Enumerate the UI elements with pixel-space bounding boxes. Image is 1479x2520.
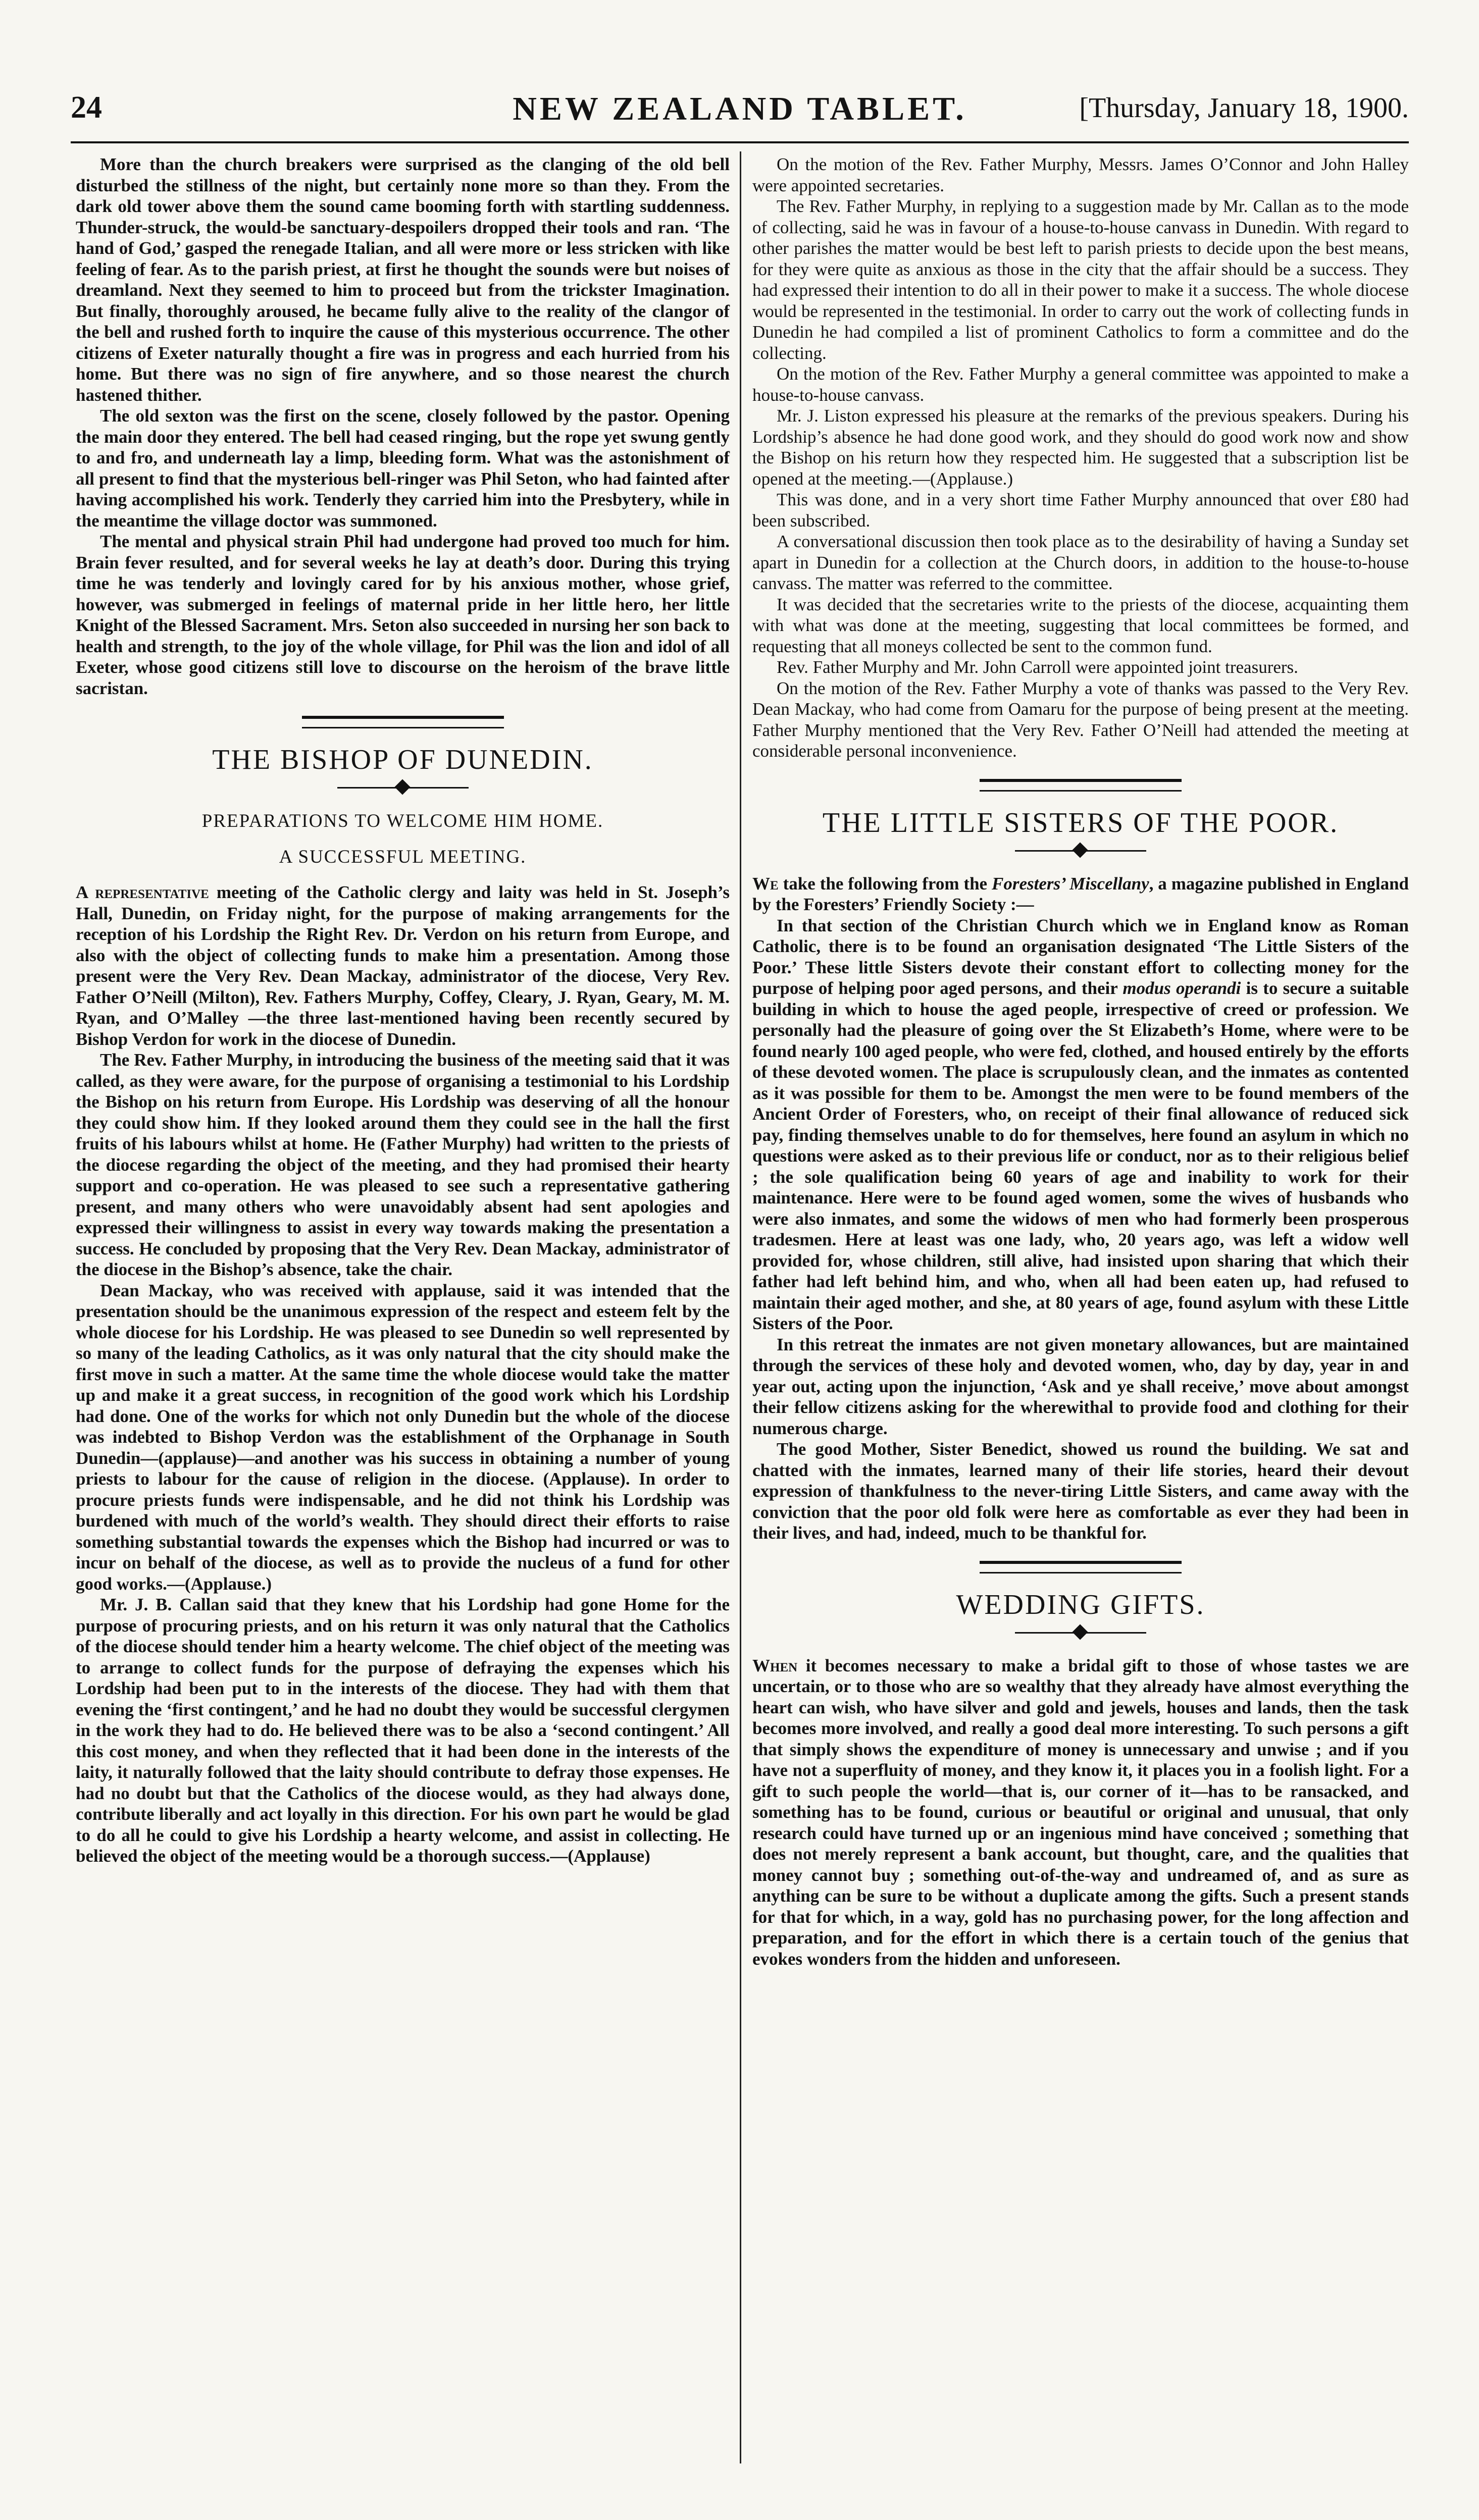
bishop-subheading-2: A SUCCESSFUL MEETING. bbox=[279, 847, 527, 867]
article-paragraph: Dean Mackay, who was received with applause, said it was intended that the presentation should be the unanimous expression of the respect and esteem felt by the whole diocese for his Lordship. He was pleased to see Dunedin so well represented by so many of the leading Catholics, as it was only natural that the city should make the first move in such a matter. At the same time the whole diocese would take the matter up and make it a great success, in recognition of the good work which his Lordship had done. One of the works for which not only Dunedin but the whole of the diocese was indebted to Bishop Verdon was the establishment of the Orphanage in South Dunedin—(applause)—and another was his success in obtaining a number of young priests to labour for the cause of religion in the diocese. (Applause). In order to procure priests funds were indispensable, and he did not think his Lordship was burdened with much of the world’s wealth. They should direct their efforts to raise something substantial towards the expenses which the Bishop had incurred or was to incur on behalf of the diocese, as well as to provide the nucleus of a fund for other good works.—(Applause.) bbox=[76, 1280, 730, 1594]
article-paragraph: On the motion of the Rev. Father Murphy, Messrs. James O’Connor and John Halley were appointed secretaries. bbox=[752, 154, 1409, 195]
section-rule bbox=[302, 716, 504, 728]
ornament-divider bbox=[337, 780, 469, 795]
article-paragraph: In this retreat the inmates are not given monetary allowances, but are maintained through the services of these holy and devoted women, who, day by day, year in and year out, acting upon the injunction, ‘Ask and ye shall receive,’ move about amongst their fellow citizens asking for the wherewithal to provide food and clothing for their numerous charge. bbox=[752, 1334, 1409, 1438]
publication-name: Foresters’ Miscellany bbox=[992, 873, 1149, 894]
diamond-ornament-icon bbox=[1072, 842, 1088, 858]
sisters-lead-paragraph bbox=[752, 873, 1409, 915]
section-rule bbox=[980, 1561, 1182, 1573]
lead-word: A representative bbox=[76, 882, 209, 902]
story-paragraph: More than the church breakers were surprised as the clanging of the old bell disturbed the stillness of the night, but certainly none more so than they. From the dark old tower above them the sound came booming forth with startling suddenness. Thunder-struck, the would-be sanctuary-despoilers dropped their tools and ran. ‘The hand of God,’ gasped the renegade Italian, and all were more or less stricken with like feeling of fear. As to the parish priest, at first he thought the sounds were but noises of dreamland. Next they seemed to him to proceed but from the trickster Imagination. But finally, thoroughly aroused, he became fully alive to the reality of the clangor of the bell and rushed forth to inquire the cause of this mysterious occurrence. The other citizens of Exeter naturally thought a fire was in progress and each hurried from his home. But there was no sign of fire anywhere, and so those nearest the church hastened thither. bbox=[76, 154, 730, 405]
left-column bbox=[76, 154, 730, 1867]
diamond-ornament-icon bbox=[1072, 1624, 1088, 1640]
publication-title: NEW ZEALAND TABLET. bbox=[513, 90, 967, 127]
article-paragraph: Mr. J. B. Callan said that they knew that his Lordship had gone Home for the purpose of procuring priests, and on his return it was only natural that the Catholics of the diocese should tender him a hearty welcome. The chief object of the meeting was to arrange to collect funds for the purpose of defraying the expenses which his Lordship had been put to in the interests of the diocese. They had with them that evening the ‘first contingent,’ and he had no doubt they would be successful clergymen in the work they had to do. He believed there was to be also a ‘second contingent.’ All this cost money, and when they reflected that it had been done in the interests of the laity, it naturally followed that the laity should contribute to defray those expenses. He had no doubt but that the Catholics of the diocese would, as they had always done, contribute liberally and act loyally in this direction. For his own part he would be glad to do all he could to give his Lordship a hearty welcome, and assist in collecting. He believed the object of the meeting would be a thorough success.—(Applause) bbox=[76, 1595, 730, 1866]
right-column bbox=[752, 154, 1409, 1969]
article-paragraph: It was decided that the secretaries write to the priests of the diocese, acquainting them with what was done at the meeting, suggesting that local committees be formed, and requesting that all moneys collected be sent to the common fund. bbox=[752, 594, 1409, 656]
lead-text: meeting of the Catholic clergy and laity was held in St. Joseph’s Hall, Dunedin, on Friday night, for the purpose of making arrangements for the reception of his Lordship the Right Rev. Dr. Verdon on his return from Europe, and also with the object of collecting funds to make him a presentation. Among those present were the Very Rev. Dean Mackay, administrator of the diocese, Very Rev. Father O’Neill (Milton), Rev. Fathers Murphy, Coffey, Cleary, J. Ryan, Geary, M. M. Ryan, and O’Malley —the three last-mentioned having been recently secured by Bishop Verdon for work in the diocese of Dunedin. bbox=[76, 882, 730, 1049]
issue-date: [Thursday, January 18, 1900. bbox=[1079, 92, 1409, 124]
gifts-lead-paragraph bbox=[752, 1655, 1409, 1970]
masthead bbox=[71, 86, 1409, 143]
lead-text-end: , a magazine published in England by the Foresters’ Friendly Society :— bbox=[752, 873, 1409, 914]
section-rule bbox=[980, 779, 1182, 792]
ornament-divider bbox=[1015, 1625, 1146, 1640]
column-divider bbox=[740, 151, 741, 2463]
article-paragraph: The Rev. Father Murphy, in introducing the business of the meeting said that it was called, as they were aware, for the purpose of organising a testimonial to his Lordship the Bishop on his return from Europe. His Lordship was deserving of all the honour they could show him. If they looked around them they could see in the hall the first fruits of his labours whilst at home. He (Father Murphy) had written to the priests of the diocese regarding the object of the meeting, and they had promised their hearty support and co-operation. He was pleased to see such a representative gathering present, and many others who were unavoidably absent had sent apologies and expressed their willingness to assist in every way towards making the presentation a success. He concluded by proposing that the Very Rev. Dean Mackay, administrator of the diocese in the Bishop’s absence, take the chair. bbox=[76, 1050, 730, 1279]
story-paragraph: The old sexton was the first on the scene, closely followed by the pastor. Opening the main door they entered. The bell had ceased ringing, but the rope yet swung gently to and fro, and underneath lay a limp, bleeding form. What was the astonishment of all present to find that the mysterious bell-ringer was Phil Seton, who had fainted after having accomplished his work. Tenderly they carried him into the Presbytery, while in the meantime the village doctor was summoned. bbox=[76, 406, 730, 531]
gifts-headline: WEDDING GIFTS. bbox=[956, 1589, 1205, 1620]
lead-text: it becomes necessary to make a bridal gift to those of whose tastes we are uncertain, or to those who are so wealthy that they already have almost everything the heart can wish, who have silver and gold and jewels, houses and lands, then the task becomes more involved, and really a good deal more interesting. To such persons a gift that simply shows the expenditure of money is unnecessary and unwise ; and if you have not a superfluity of money, and they know it, it places you in a foolish light. For a gift to such people the world—that is, our corner of it—has to be ransacked, and something has to be found, curious or beautiful or original and unusual, that only research could have turned up or an ingenious mind have conceived ; something that does not merely represent a bank account, but thought, care, and the qualities that money cannot buy ; something out-of-the-way and undreamed of, and as sure as anything can be sure to be without a duplicate among the gifts. Such a present stands for that for which, in a way, gold has no purchasing power, for the long affection and preparation, and for the effort in which there is a certain touch of the genius that evokes wonders from the hidden and unforeseen. bbox=[752, 1655, 1409, 1969]
article-paragraph: The good Mother, Sister Benedict, showed us round the building. We sat and chatted with the inmates, learned many of their life stories, heard their devout expression of thankfulness to the never-tiring Little Sisters, and came away with the conviction that the poor old folk were here as comfortable as ever they had been in their lives, and had, indeed, much to be thankful for. bbox=[752, 1439, 1409, 1543]
lead-text: take the following from the bbox=[778, 873, 992, 894]
para-text: In that section of the Christian Church which we in England know as Roman Catholic, there is to be found an organisation designated ‘The Little Sisters of the Poor.’ These little Sisters devote their constant effort to collecting money for the purpose of helping poor aged persons, and their bbox=[752, 915, 1409, 998]
article-paragraph: This was done, and in a very short time Father Murphy announced that over £80 had been subscribed. bbox=[752, 490, 1409, 531]
bishop-subheading: PREPARATIONS TO WELCOME HIM HOME. bbox=[201, 811, 604, 831]
para-text-cont: is to secure a suitable building in which to house the aged people, irrespective of creed or profession. We personally had the pleasure of going over the St Elizabeth’s Home, where were to be found nearly 100 aged people, who were fed, clothed, and housed entirely by the efforts of these devoted women. The place is scrupulously clean, and the inmates as contented as it was possible for them to be. Amongst the men were to be found members of the Ancient Order of Foresters, who, on receipt of their final allowance of reduced sick pay, finding themselves unable to do for themselves, here found an asylum in which no questions were asked as to their previous life or conduct, nor as to their religious belief ; the sole qualification being 60 years of age and inability to work for their maintenance. Here were to be found aged women, some the wives of husbands who were also inmates, and some the widows of men who had formerly been prosperous tradesmen. Here at least was one lady, who, 20 years ago, was left a widow well provided for, whose children, still alive, had insisted upon sharing that which their father had left behind him, and who, when all had been eaten up, had refused to maintain their aged mother, and she, at 80 years of age, found asylum with these Little Sisters of the Poor. bbox=[752, 978, 1409, 1333]
bishop-headline: THE BISHOP OF DUNEDIN. bbox=[212, 744, 593, 775]
article-paragraph: A conversational discussion then took place as to the desirability of having a Sunday set apart in Dunedin for a collection at the Church doors, in addition to the house-to-house canvass. The matter was referred to the committee. bbox=[752, 532, 1409, 593]
latin-phrase: modus operandi bbox=[1123, 978, 1241, 998]
article-paragraph: Rev. Father Murphy and Mr. John Carroll were appointed joint treasurers. bbox=[777, 657, 1298, 677]
article-paragraph bbox=[752, 915, 1409, 1334]
bishop-lead-paragraph bbox=[76, 882, 730, 1049]
ornament-divider bbox=[1015, 843, 1146, 858]
lead-word: We bbox=[752, 873, 779, 894]
article-paragraph: On the motion of the Rev. Father Murphy a vote of thanks was passed to the Very Rev. Dean Mackay, who had come from Oamaru for the purpose of being present at the meeting. Father Murphy mentioned that the Very Rev. Father O’Neill had attended the meeting at considerable personal inconvenience. bbox=[752, 678, 1409, 761]
diamond-ornament-icon bbox=[394, 779, 410, 795]
page-number: 24 bbox=[71, 90, 102, 125]
sisters-headline: THE LITTLE SISTERS OF THE POOR. bbox=[822, 807, 1339, 838]
story-paragraph: The mental and physical strain Phil had undergone had proved too much for him. Brain fever resulted, and for several weeks he lay at death’s door. During this trying time he was tenderly and lovingly cared for by his anxious mother, whose grief, however, was submerged in feelings of maternal pride in her little hero, her little Knight of the Blessed Sacrament. Mrs. Seton also succeeded in nursing her son back to health and strength, to the joy of the whole village, for Phil was the lion and idol of all Exeter, whose good citizens still love to discourse on the heroism of the brave little sacristan. bbox=[76, 532, 730, 698]
lead-word: When bbox=[752, 1655, 798, 1675]
article-paragraph: The Rev. Father Murphy, in replying to a suggestion made by Mr. Callan as to the mode of collecting, said he was in favour of a house-to-house canvass in Dunedin. With regard to other parishes the matter would be best left to parish priests to decide upon the best means, for they were quite as anxious as those in the city that the affair should be a success. They had expressed their intention to do all in their power to make it a success. The whole diocese would be represented in the testimonial. In order to carry out the work of collecting funds in Dunedin he had compiled a list of prominent Catholics to form a committee and do the collecting. bbox=[752, 196, 1409, 363]
article-paragraph: Mr. J. Liston expressed his pleasure at the remarks of the previous speakers. During his Lordship’s absence he had done good work, and they should do good work now and show the Bishop on his return how they respected him. He suggested that a subscription list be opened at the meeting.—(Applause.) bbox=[752, 406, 1409, 489]
article-paragraph: On the motion of the Rev. Father Murphy a general committee was appointed to make a house-to-house canvass. bbox=[752, 364, 1409, 405]
